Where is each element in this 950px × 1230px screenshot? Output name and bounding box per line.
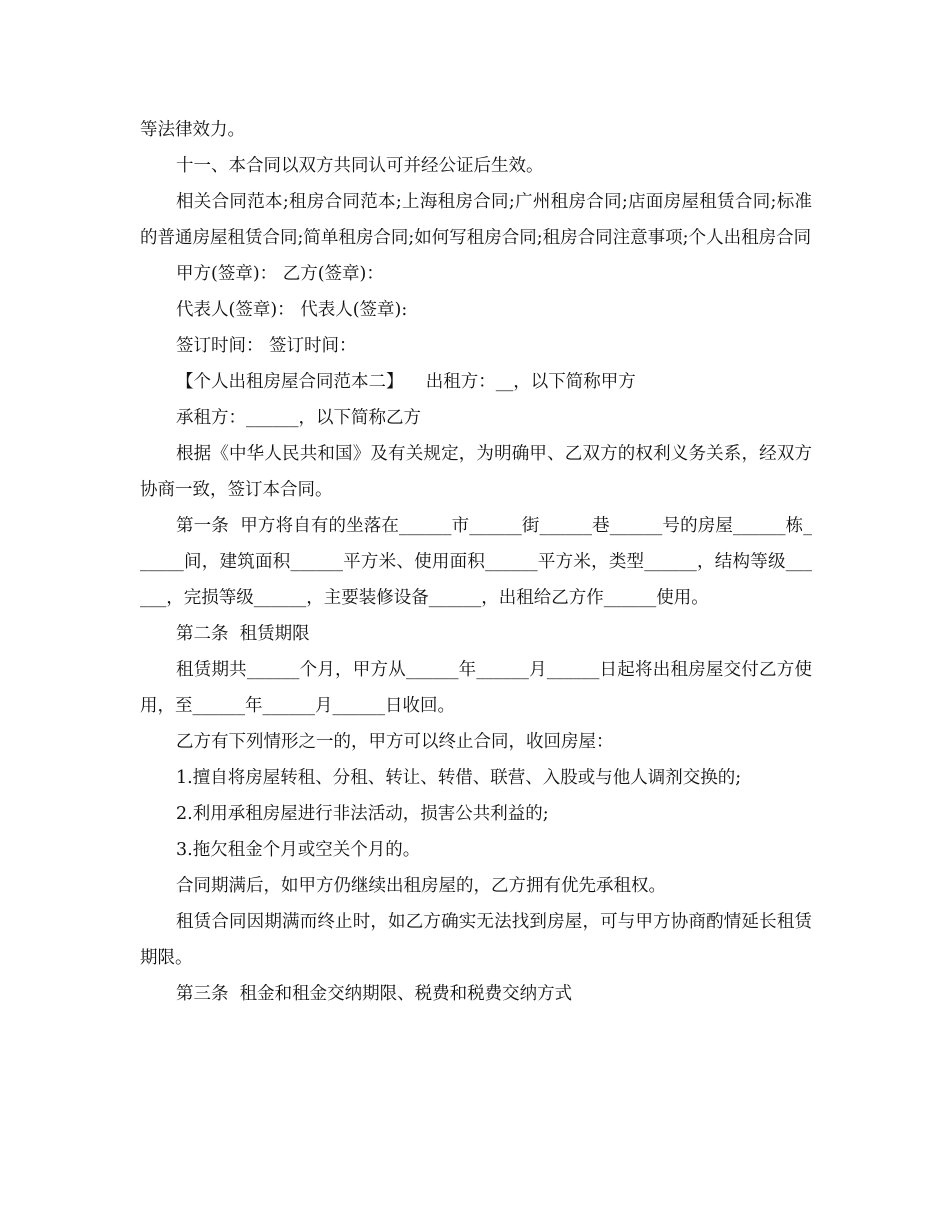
paragraph: 代表人(签章)： 代表人(签章):	[176, 300, 408, 320]
clause-heading: 第二条 租赁期限	[176, 624, 310, 644]
clause: 第一条 甲方将自有的坐落在______市______街______巷______号的房屋______栋______间，建筑面积______平方米、使用面积______平方米，类型______，结构等级______，完损等级______，主要装修设备______，出租给乙方作______使用。	[140, 516, 812, 608]
paragraph: 根据《中华人民共和国》及有关规定，为明确甲、乙双方的权利义务关系，经双方协商一致，签订本合同。	[140, 444, 812, 500]
list-item: 3.拖欠租金个月或空关个月的。	[176, 840, 421, 860]
paragraph: 十一、本合同以双方共同认可并经公证后生效。	[176, 156, 544, 176]
paragraph: 承租方：______，以下简称乙方	[176, 408, 421, 428]
document-body	[140, 112, 812, 1012]
paragraph: 签订时间： 签订时间：	[176, 336, 357, 356]
list-item: 2.利用承租房屋进行非法活动，损害公共利益的;	[176, 804, 549, 824]
paragraph: 甲方(签章)： 乙方(签章)：	[176, 264, 384, 284]
paragraph: 合同期满后，如甲方仍继续出租房屋的，乙方拥有优先承租权。	[176, 876, 666, 896]
section-heading: 【个人出租房屋合同范本二】 出租方：__，以下简称甲方	[176, 372, 636, 392]
paragraph: 乙方有下列情形之一的，甲方可以终止合同，收回房屋：	[176, 732, 614, 752]
paragraph: 等法律效力。	[140, 120, 245, 140]
paragraph: 相关合同范本;租房合同范本;上海租房合同;广州租房合同;店面房屋租赁合同;标准的普通房屋租赁合同;简单租房合同;如何写租房合同;租房合同注意事项;个人出租房合同	[140, 192, 812, 248]
list-item: 1.擅自将房屋转租、分租、转让、转借、联营、入股或与他人调剂交换的;	[176, 768, 742, 788]
paragraph: 租赁合同因期满而终止时，如乙方确实无法找到房屋，可与甲方协商酌情延长租赁期限。	[140, 912, 812, 968]
paragraph: 租赁期共______个月，甲方从______年______月______日起将出租房屋交付乙方使用，至______年______月______日收回。	[140, 660, 812, 716]
clause-heading: 第三条 租金和租金交纳期限、税费和税费交纳方式	[176, 984, 573, 1004]
